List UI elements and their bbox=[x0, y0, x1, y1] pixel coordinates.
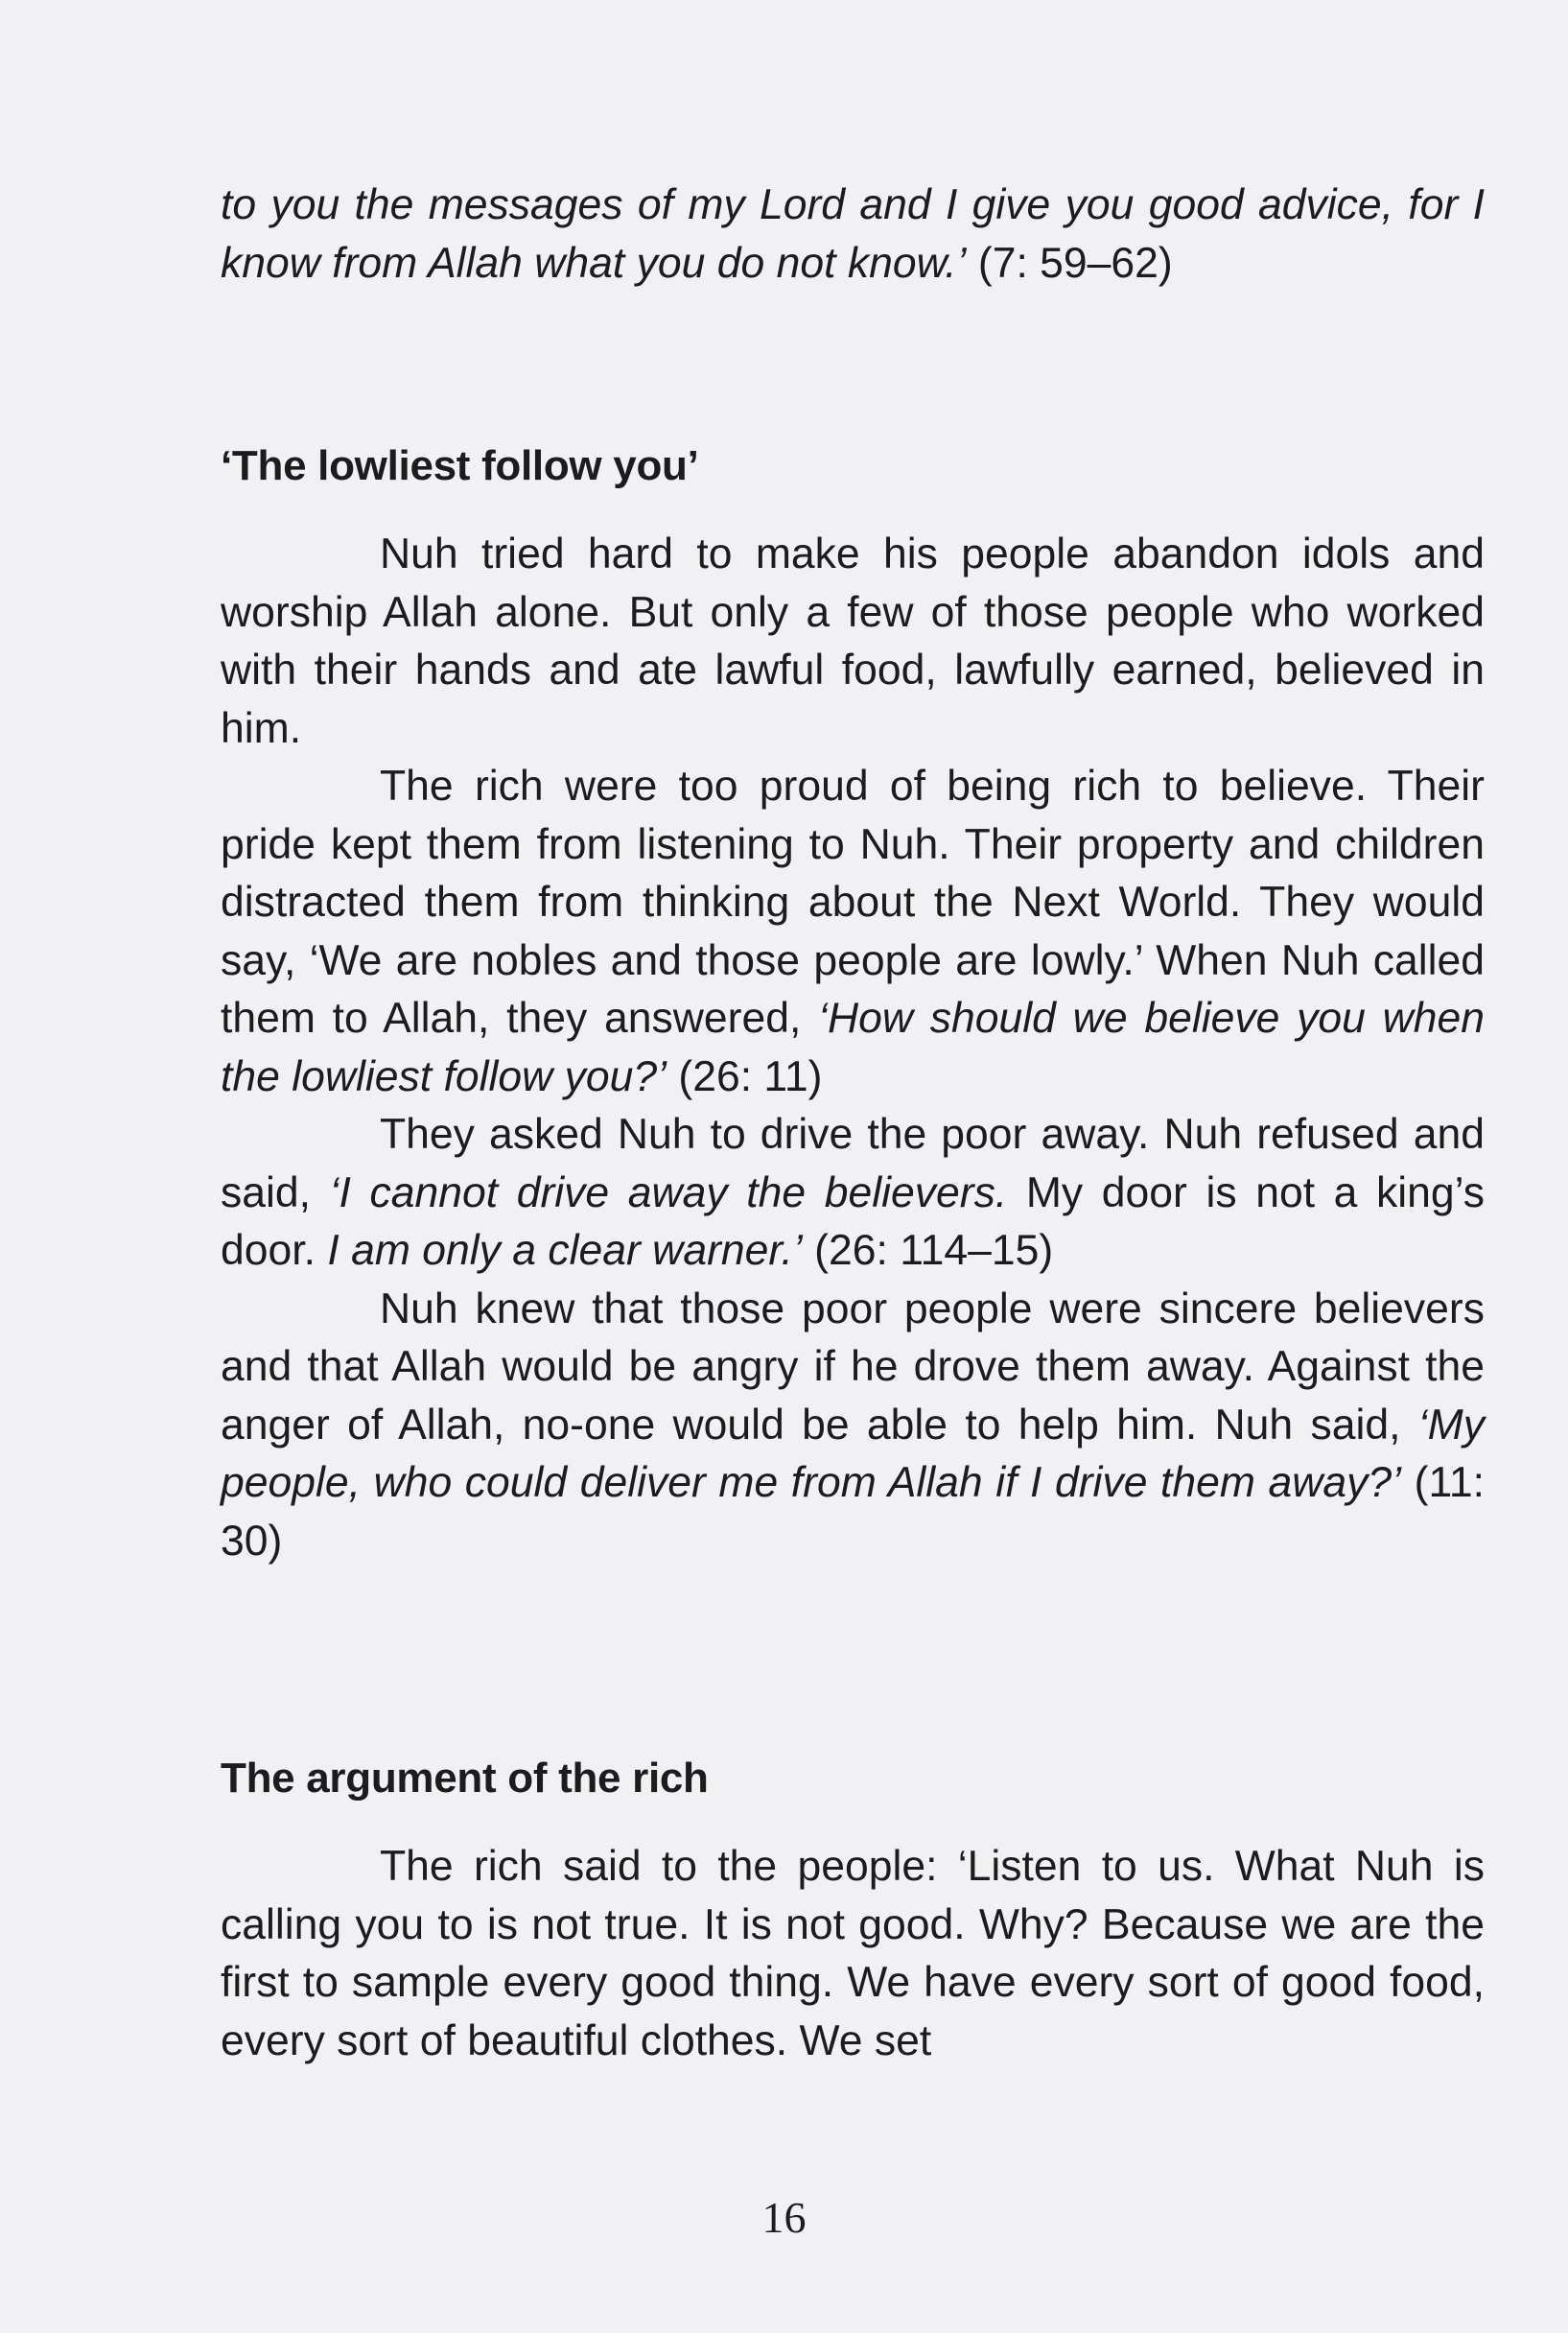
paragraph-nuh-tried: Nuh tried hard to make his people abandon idols and worship Allah alone. But only a few of those people who worked with their hands and ate lawful food, lawfully earned, believed in him. bbox=[221, 530, 1485, 752]
paragraph-text: They asked Nuh to drive the poor away. Nuh refused and said, bbox=[221, 1111, 1485, 1216]
quote-warner: I am only a clear warner.’ bbox=[327, 1227, 803, 1274]
paragraph-drive-away bbox=[221, 1106, 1485, 1281]
paragraph-rich-said: The rich said to the people: ‘Listen to us. What Nuh is calling you to is not true. It is not good. Why? Because we are the first to sample every good thing. We have every sort of good food, every sort of beautiful clothes. We set bbox=[221, 1843, 1485, 2064]
paragraph-the-rich bbox=[221, 758, 1485, 1106]
paragraph-text: The rich were too proud of being rich to believe. Their pride kept them from listening to Nuh. Their property and children distracted them from thinking about the Next World. They would say, ‘We are nobles and those people are lowly.’ When Nuh called them to Allah, they answered, bbox=[221, 763, 1485, 1042]
section-2-body bbox=[221, 1838, 1485, 2070]
intro-quote: to you the messages of my Lord and I give you good advice, for I know from Allah what you do not know.’ bbox=[221, 181, 1485, 287]
quote-believers: ‘I cannot drive away the believers. bbox=[329, 1168, 1008, 1216]
paragraph-text: Nuh knew that those poor people were sincere believers and that Allah would be angry if he drove them away. Against the anger of Allah, no-one would be able to help him. Nuh said, bbox=[221, 1284, 1485, 1449]
section-heading-lowliest: ‘The lowliest follow you’ bbox=[221, 442, 699, 489]
quote-deliver-me: ‘My people, who could deliver me from Allah if I drive them away?’ bbox=[221, 1401, 1485, 1506]
reference: (26: 11) bbox=[667, 1052, 823, 1100]
section-heading-argument: The argument of the rich bbox=[221, 1755, 709, 1802]
reference: (26: 114–15) bbox=[802, 1227, 1054, 1274]
paragraph-sincere-believers bbox=[221, 1281, 1485, 1571]
reference: (11: 30) bbox=[221, 1459, 1485, 1565]
intro-reference: (7: 59–62) bbox=[966, 239, 1173, 287]
page-number: 16 bbox=[761, 2193, 807, 2242]
intro-text bbox=[221, 177, 1485, 293]
quote-lowliest: ‘How should we believe you when the lowliest follow you?’ bbox=[221, 995, 1485, 1100]
section-1-body bbox=[221, 526, 1485, 1570]
paragraph-text: My door is not a king’s door. bbox=[221, 1168, 1486, 1274]
intro-paragraph bbox=[221, 177, 1485, 293]
